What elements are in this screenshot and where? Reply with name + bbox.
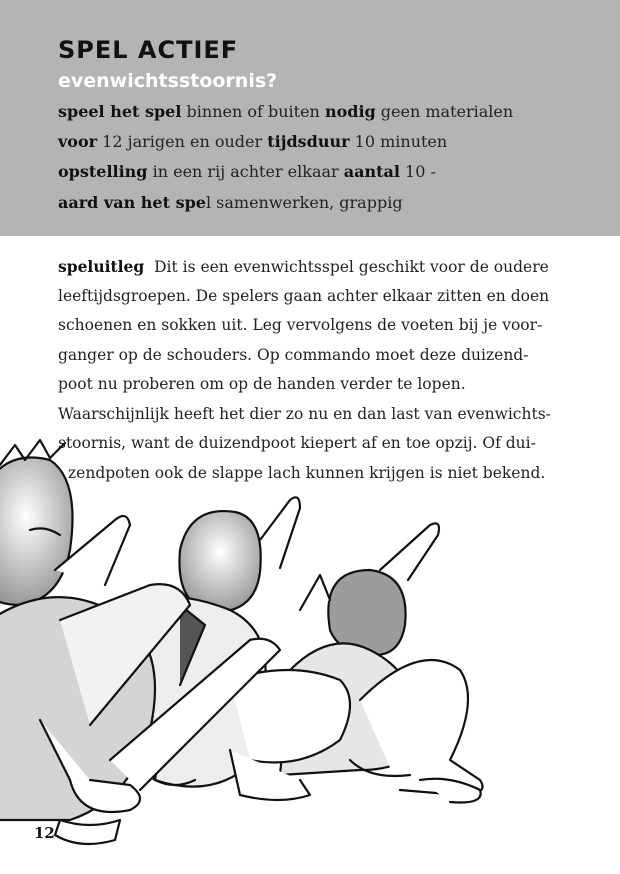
meta-value-kind: l samenwerken, grappig — [205, 193, 403, 212]
meta-label-kind: aard van het spe — [58, 193, 206, 212]
meta-value-count: 10 - — [399, 162, 436, 181]
meta-value-duration: 10 minuten — [349, 132, 448, 151]
meta-value-where: binnen of buiten — [181, 102, 325, 121]
meta-line-age — [58, 132, 447, 152]
explanation-line-text: Dit is een evenwichtsspel geschikt voor de oudere — [144, 258, 549, 276]
page-number: 12 — [34, 824, 55, 842]
page-subtitle: evenwichtsstoornis? — [58, 70, 278, 92]
explanation-line: poot nu proberen om op de handen verder te lopen. — [58, 375, 466, 393]
meta-value-for: 12 jarigen en ouder — [97, 132, 268, 151]
meta-label-where: speel het spel — [58, 102, 182, 121]
explanation-line: leeftijdsgroepen. De spelers gaan achter elkaar zitten en doen — [58, 286, 550, 305]
page-title: SPEL ACTIEF — [58, 36, 239, 64]
header-band — [0, 0, 620, 236]
explanation-line: zendpoten ook de slappe lach kunnen krijgen is niet bekend. — [68, 463, 546, 482]
meta-line-kind — [58, 193, 403, 213]
explanation-line: schoenen en sokken uit. Leg vervolgens de voeten bij je voor- — [58, 316, 543, 334]
explanation-line: stoornis, want de duizendpoot kiepert af en toe opzij. Of dui- — [58, 434, 536, 452]
meta-label-for: voor — [58, 132, 98, 151]
meta-label-count: aantal — [343, 162, 400, 181]
explanation-line: ganger op de schouders. Op commando moet deze duizend- — [58, 345, 529, 364]
meta-label-setup: opstelling — [58, 162, 148, 181]
meta-line-location — [58, 102, 513, 122]
explanation-label: speluitleg — [58, 257, 145, 276]
meta-label-needed: nodig — [324, 102, 376, 121]
explanation-line: Waarschijnlijk heeft het dier zo nu en dan last van evenwichts- — [58, 404, 551, 423]
kids-centipede-illustration-icon — [0, 420, 620, 874]
meta-value-needed: geen materialen — [375, 102, 514, 121]
meta-value-setup: in een rij achter elkaar — [147, 162, 344, 181]
meta-line-setup — [58, 162, 436, 182]
meta-label-duration: tijdsduur — [267, 132, 350, 151]
explanation-line — [58, 252, 568, 282]
